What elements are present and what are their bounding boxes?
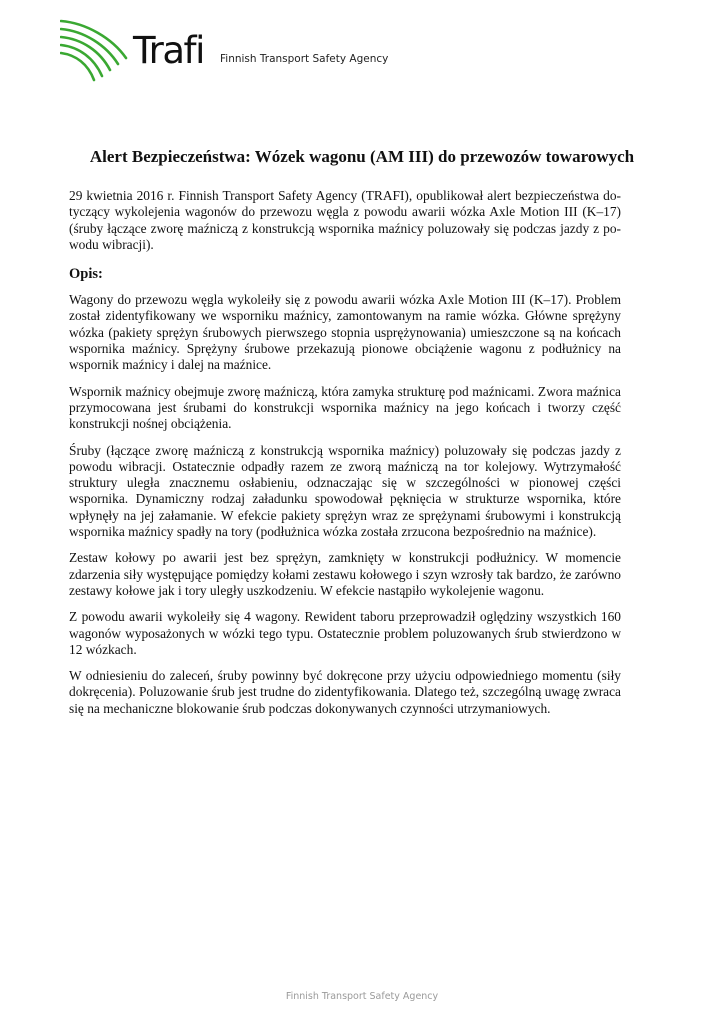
intro-paragraph: 29 kwietnia 2016 r. Finnish Transport Safety Agency (TRAFI), opublikował alert bezpieczeństwa dotyczący wykolejenia wagonów do przewozu węgla z powodu awarii wózka Axle Motion III (K–17) (śruby łączące zworę maźniczą z konstrukcją wspornika maźnicy poluzowały się podczas jazdy z powodu wibracji). xyxy=(69,188,621,252)
body-paragraph: Z powodu awarii wykoleiły się 4 wagony. Rewident taboru przeprowadził oględziny wszystkich 160 wagonów wyposażonych w wózki tego typu. Ostatecznie problem poluzowanych śrub stwierdzono w 12 wózkach. xyxy=(69,609,621,657)
body-paragraph: Wagony do przewozu węgla wykoleiły się z powodu awarii wózka Axle Motion III (K–17). Problem został zidentyfikowany we wsporniku maźnicy, zamontowanym na ramie wózka. Główne sprężyny wózka (pakiety sprężyn śrubowych pierwszego stopnia usprężynowania) umieszczone są na końcach wspornika maźnicy. Sprężyny śrubowe przekazują pionowe obciążenie wagonu z podłużnicy na wspornik maźnicy i dalej na maźnice. xyxy=(69,292,621,373)
agency-name: Finnish Transport Safety Agency xyxy=(220,53,389,65)
logo-wordmark: Trafi xyxy=(133,29,204,72)
body-paragraph: Wspornik maźnicy obejmuje zworę maźniczą, która zamyka strukturę pod maźnicami. Zwora maźnica przymocowana jest śrubami do konstrukcji wspornika maźnicy na jego końcach i tworzy część konstrukcji nośnej obciążenia. xyxy=(69,383,621,432)
page-footer: Finnish Transport Safety Agency xyxy=(285,991,439,1002)
document-title: Alert Bezpieczeństwa: Wózek wagonu (AM III) do przewozów towarowych xyxy=(89,147,635,166)
body-paragraph: Śruby (łączące zworę maźniczą z konstrukcją wspornika maźnicy) poluzowały się podczas jazdy z powodu wibracji. Ostatecznie odpadły razem ze zworą maźniczą na tor kolejowy. Wytrzymałość struktury uległa znacznemu osłabieniu, odznaczając się w szczególności w pionowej części wspornika. Dynamiczny rodzaj załadunku spowodował pęknięcia w strukturze wspornika, które wpłynęły na jej załamanie. W efekcie pakiety sprężyn wraz ze sprężynami śrubowymi i konstrukcją wspornika maźnicy spadły na tory (podłużnica wózka została zrzucona bezpośrednio na maźnice). xyxy=(69,442,621,540)
document-body xyxy=(69,188,621,727)
trafi-swoosh-icon xyxy=(60,18,132,84)
section-heading: Opis: xyxy=(69,266,103,283)
body-paragraph: W odniesieniu do zaleceń, śruby powinny być dokręcone przy użyciu odpowiedniego momentu (siły dokręcenia). Poluzowanie śrub jest trudne do zidentyfikowania. Dlatego też, szczególną uwagę zwraca się na mechaniczne blokowanie śrub podczas dokonywanych czynności utrzymaniowych. xyxy=(69,668,621,716)
trafi-logo xyxy=(60,18,400,88)
body-paragraph: Zestaw kołowy po awarii jest bez sprężyn, zamknięty w konstrukcji podłużnicy. W momencie zdarzenia siły występujące pomiędzy kołami zestawu kołowego i szyn wzrosły tak bardzo, że zarówno zestawy kołowe jak i tory uległy uszkodzeniu. W efekcie nastąpiło wykolejenie wagonu. xyxy=(69,550,621,598)
